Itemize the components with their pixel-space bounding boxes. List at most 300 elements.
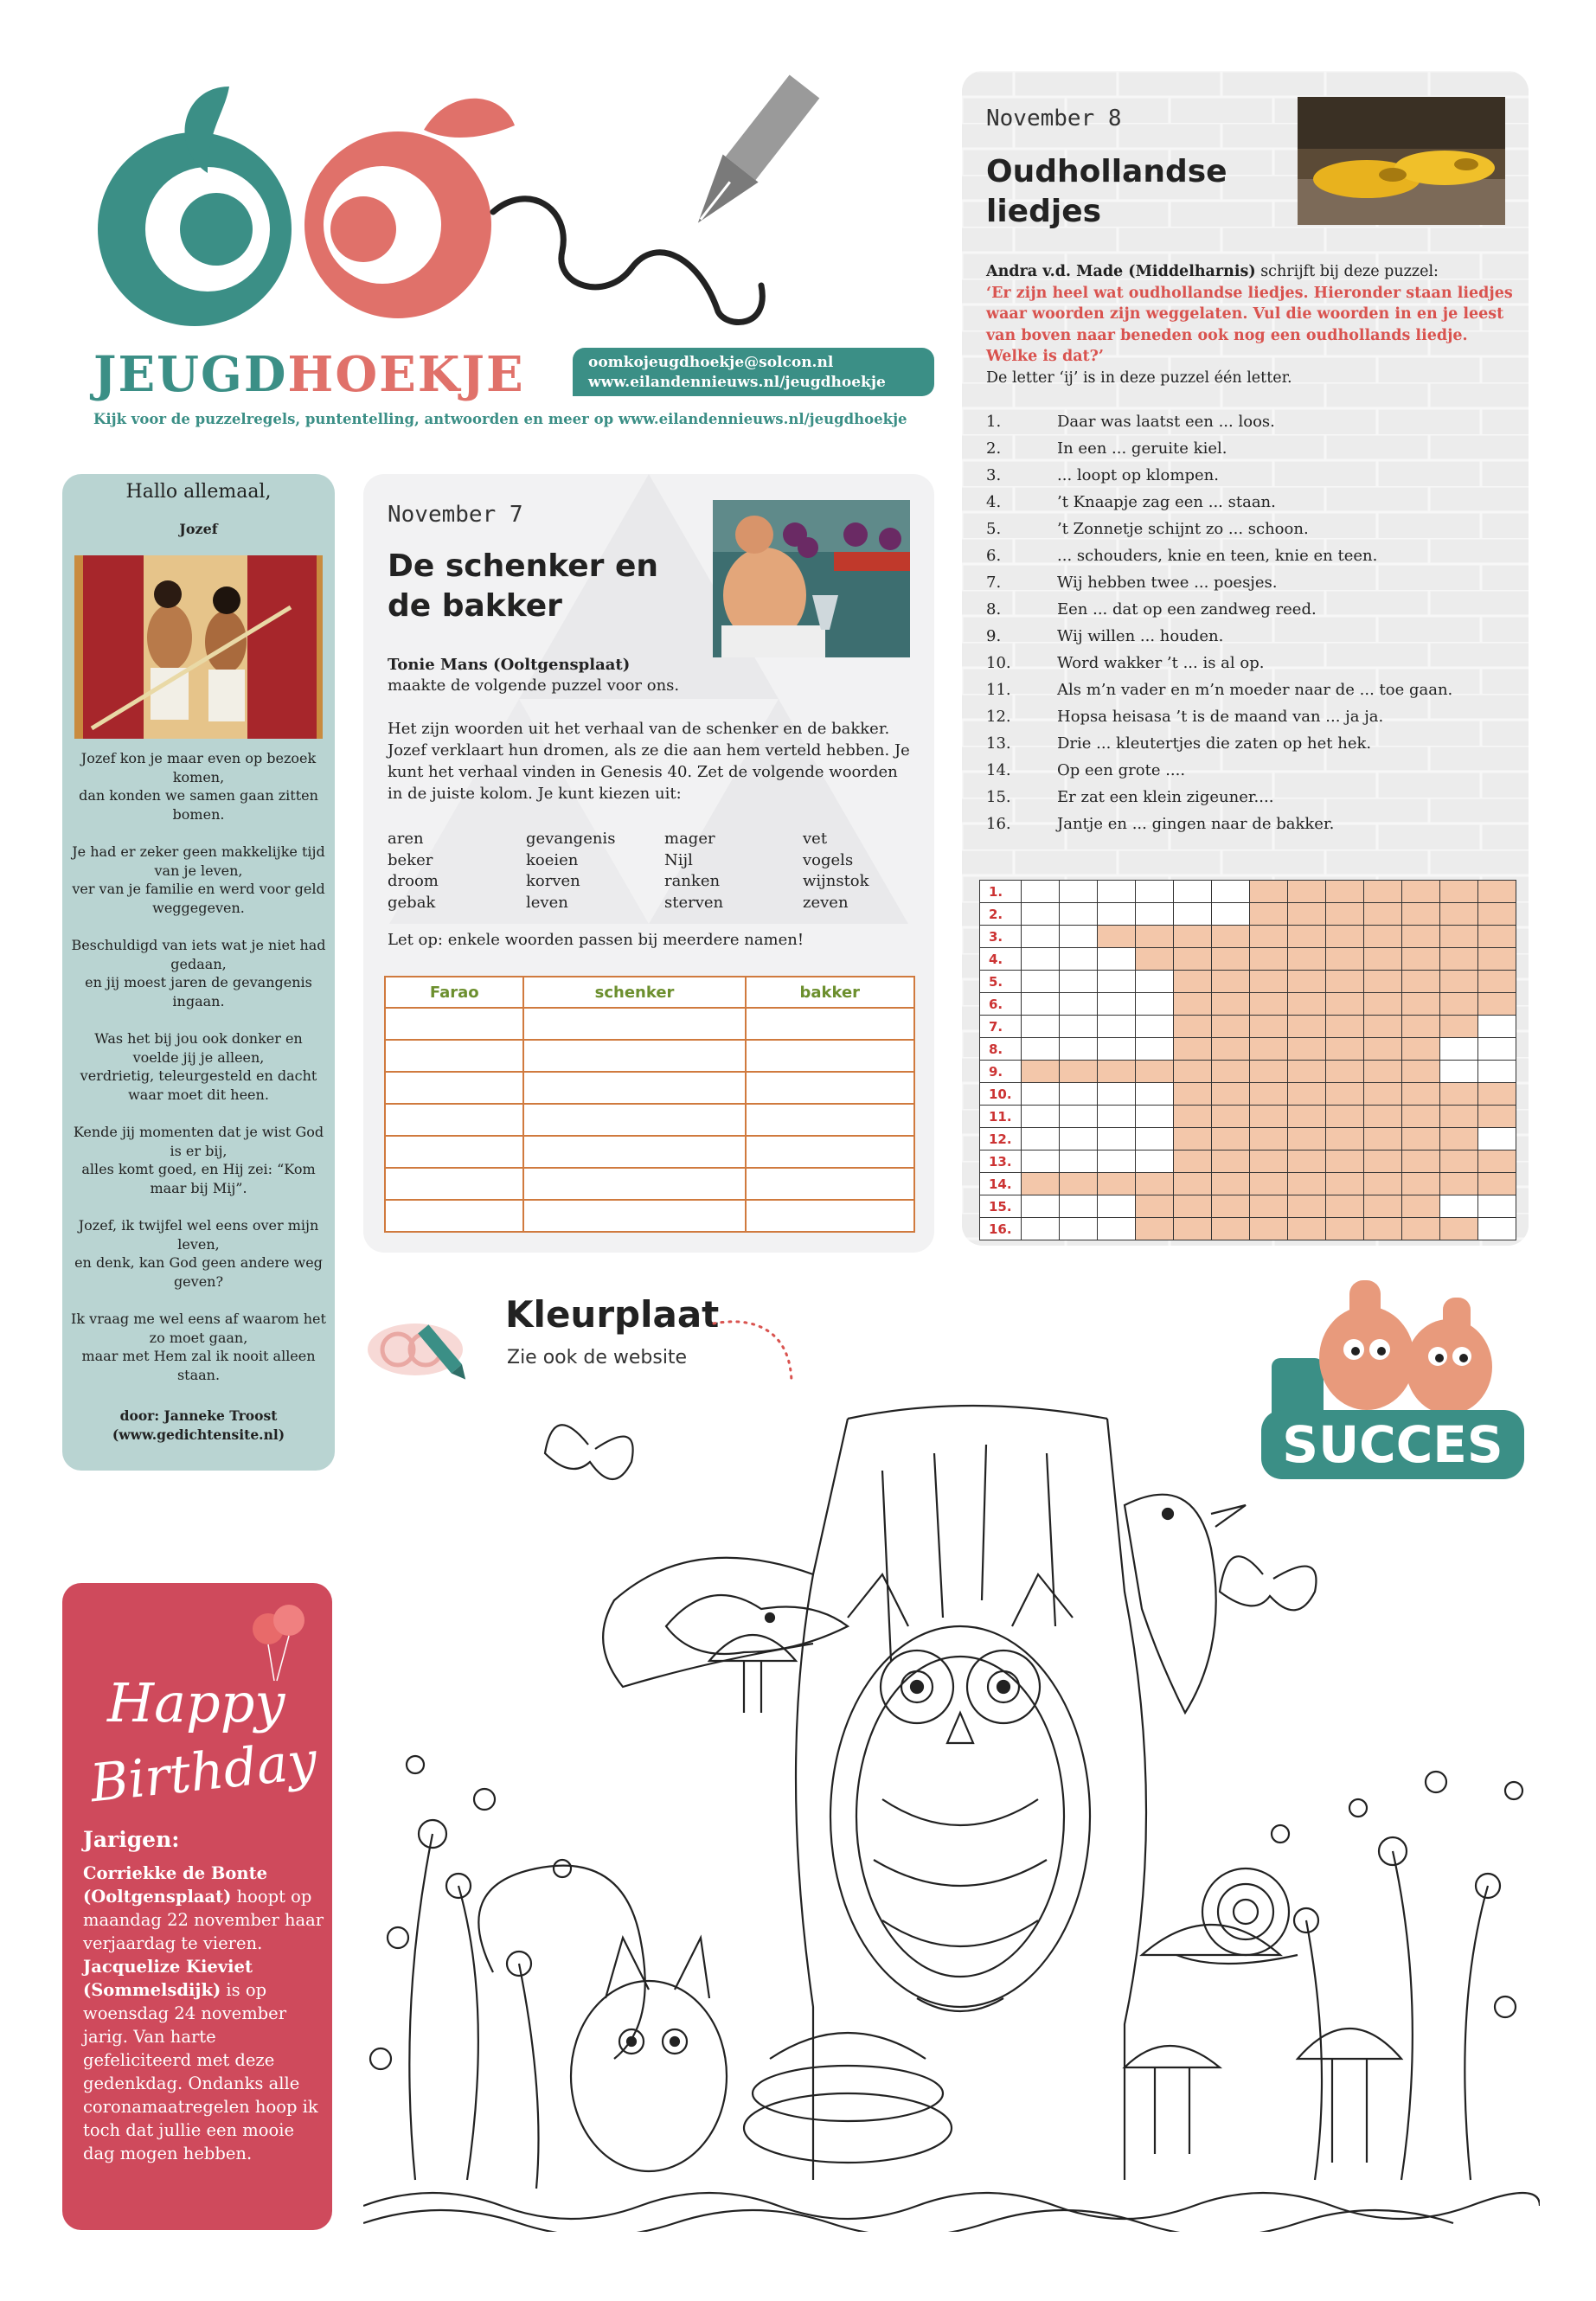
grid-cell[interactable] xyxy=(1440,993,1478,1016)
grid-row-number: 13. xyxy=(980,1150,1022,1173)
grid-cell[interactable] xyxy=(1250,1038,1288,1061)
grid-cell[interactable] xyxy=(1098,1106,1136,1128)
grid-cell[interactable] xyxy=(1250,1173,1288,1195)
answer-cell[interactable] xyxy=(523,1104,745,1136)
grid-cell[interactable] xyxy=(1364,1016,1402,1038)
grid-cell[interactable] xyxy=(1478,1038,1516,1061)
clue-number: 2. xyxy=(986,439,1002,458)
grid-cell[interactable] xyxy=(1326,903,1364,926)
word-item: sterven xyxy=(664,893,724,912)
grid-cell[interactable] xyxy=(1022,1083,1060,1106)
answer-cell[interactable] xyxy=(746,1104,914,1136)
grid-cell[interactable] xyxy=(1136,926,1174,948)
grid-cell[interactable] xyxy=(1136,881,1174,903)
grid-cell[interactable] xyxy=(1174,948,1212,971)
kleurplaat-title: Kleurplaat xyxy=(505,1293,720,1336)
grid-cell[interactable] xyxy=(1402,948,1440,971)
grid-cell[interactable] xyxy=(1060,1061,1098,1083)
grid-row xyxy=(980,1173,1516,1195)
grid-cell[interactable] xyxy=(1060,1150,1098,1173)
grid-cell[interactable] xyxy=(1136,1218,1174,1240)
grid-cell[interactable] xyxy=(1364,1038,1402,1061)
grid-cell[interactable] xyxy=(1288,881,1326,903)
grid-cell[interactable] xyxy=(1212,1218,1250,1240)
grid-cell[interactable] xyxy=(1478,1106,1516,1128)
grid-cell[interactable] xyxy=(1402,1038,1440,1061)
grid-cell[interactable] xyxy=(1212,1061,1250,1083)
grid-cell[interactable] xyxy=(1440,1128,1478,1150)
grid-cell[interactable] xyxy=(1174,971,1212,993)
grid-cell[interactable] xyxy=(1478,993,1516,1016)
birthday-text: Birthday xyxy=(87,1730,320,1815)
answer-cell[interactable] xyxy=(746,1008,914,1040)
grid-cell[interactable] xyxy=(1174,1083,1212,1106)
grid-cell[interactable] xyxy=(1022,881,1060,903)
grid-cell[interactable] xyxy=(1060,1218,1098,1240)
answer-cell[interactable] xyxy=(746,1072,914,1104)
grid-cell[interactable] xyxy=(1060,1173,1098,1195)
grid-cell[interactable] xyxy=(1402,881,1440,903)
grid-cell[interactable] xyxy=(1250,948,1288,971)
grid-cell[interactable] xyxy=(1478,1195,1516,1218)
birthday-text-block xyxy=(83,1862,325,2165)
grid-cell[interactable] xyxy=(1060,1195,1098,1218)
answer-cell[interactable] xyxy=(523,1040,745,1072)
grid-cell[interactable] xyxy=(1060,1128,1098,1150)
answer-row xyxy=(385,1072,914,1104)
grid-cell[interactable] xyxy=(1288,993,1326,1016)
answer-row xyxy=(385,1136,914,1168)
grid-row xyxy=(980,926,1516,948)
clue-list xyxy=(986,408,1514,837)
grid-cell[interactable] xyxy=(1478,948,1516,971)
grid-cell[interactable] xyxy=(1174,1061,1212,1083)
grid-cell[interactable] xyxy=(1402,1173,1440,1195)
puzzle-instruction: ‘Er zijn heel wat oudhollandse liedjes. Hieronder staan liedjes waar woorden zijn weggelaten. Vul die woorden in en je leest van boven naar beneden ook nog een oudhollands liedje. Welke is dat?’ xyxy=(986,284,1513,365)
answer-cell[interactable] xyxy=(746,1136,914,1168)
wooden-shoes-photo-icon xyxy=(1298,97,1505,225)
grid-cell[interactable] xyxy=(1288,1038,1326,1061)
word-item: mager xyxy=(664,830,715,848)
grid-cell[interactable] xyxy=(1174,1038,1212,1061)
grid-cell[interactable] xyxy=(1402,1083,1440,1106)
grid-cell[interactable] xyxy=(1022,1218,1060,1240)
grid-cell[interactable] xyxy=(1326,1083,1364,1106)
grid-cell[interactable] xyxy=(1212,881,1250,903)
puzzle-author: Andra v.d. Made (Middelharnis) xyxy=(986,263,1256,280)
grid-cell[interactable] xyxy=(1440,948,1478,971)
grid-cell[interactable] xyxy=(1136,1128,1174,1150)
grid-cell[interactable] xyxy=(1440,903,1478,926)
grid-cell[interactable] xyxy=(1440,926,1478,948)
grid-cell[interactable] xyxy=(1060,903,1098,926)
grid-cell[interactable] xyxy=(1440,1173,1478,1195)
grid-cell[interactable] xyxy=(1174,1173,1212,1195)
grid-cell[interactable] xyxy=(1364,1150,1402,1173)
answer-cell[interactable] xyxy=(523,1008,745,1040)
grid-cell[interactable] xyxy=(1402,1218,1440,1240)
grid-cell[interactable] xyxy=(1022,1106,1060,1128)
clue-text: Drie ... kleutertjes die zaten op het hek. xyxy=(1057,734,1372,753)
grid-cell[interactable] xyxy=(1212,971,1250,993)
answer-cell[interactable] xyxy=(385,1008,523,1040)
grid-cell[interactable] xyxy=(1440,1083,1478,1106)
grid-cell[interactable] xyxy=(1022,1016,1060,1038)
grid-cell[interactable] xyxy=(1136,1150,1174,1173)
grid-row-number: 12. xyxy=(980,1128,1022,1150)
grid-cell[interactable] xyxy=(1440,1016,1478,1038)
grid-cell[interactable] xyxy=(1250,881,1288,903)
grid-cell[interactable] xyxy=(1364,1195,1402,1218)
grid-cell[interactable] xyxy=(1174,1128,1212,1150)
answer-cell[interactable] xyxy=(385,1168,523,1200)
grid-cell[interactable] xyxy=(1288,971,1326,993)
grid-cell[interactable] xyxy=(1022,1173,1060,1195)
answer-cell[interactable] xyxy=(385,1136,523,1168)
clue-item xyxy=(986,757,1514,784)
grid-cell[interactable] xyxy=(1364,1061,1402,1083)
clue-item xyxy=(986,408,1514,435)
grid-cell[interactable] xyxy=(1136,1038,1174,1061)
answer-cell[interactable] xyxy=(385,1072,523,1104)
clue-text: In een ... geruite kiel. xyxy=(1057,439,1227,458)
grid-row-number: 1. xyxy=(980,881,1022,903)
grid-cell[interactable] xyxy=(1174,1218,1212,1240)
grid-cell[interactable] xyxy=(1212,903,1250,926)
grid-row-number: 4. xyxy=(980,948,1022,971)
puzzle-intro xyxy=(986,261,1514,388)
grid-cell[interactable] xyxy=(1288,1218,1326,1240)
grid-cell[interactable] xyxy=(1478,1128,1516,1150)
grid-row-number: 9. xyxy=(980,1061,1022,1083)
grid-cell[interactable] xyxy=(1326,926,1364,948)
puzzle-note: Let op: enkele woorden passen bij meerdere namen! xyxy=(388,931,804,949)
grid-cell[interactable] xyxy=(1060,1038,1098,1061)
answer-cell[interactable] xyxy=(523,1072,745,1104)
grid-cell[interactable] xyxy=(1098,1128,1136,1150)
clue-item xyxy=(986,462,1514,489)
grid-cell[interactable] xyxy=(1060,1016,1098,1038)
answer-cell[interactable] xyxy=(523,1136,745,1168)
grid-cell[interactable] xyxy=(1326,993,1364,1016)
grid-cell[interactable] xyxy=(1364,971,1402,993)
grid-cell[interactable] xyxy=(1364,1128,1402,1150)
grid-row xyxy=(980,881,1516,903)
grid-cell[interactable] xyxy=(1478,1218,1516,1240)
grid-cell[interactable] xyxy=(1326,1218,1364,1240)
grid-cell[interactable] xyxy=(1136,1173,1174,1195)
grid-cell[interactable] xyxy=(1098,1016,1136,1038)
grid-cell[interactable] xyxy=(1402,1128,1440,1150)
clue-text: Er zat een klein zigeuner.... xyxy=(1057,788,1274,806)
grid-cell[interactable] xyxy=(1174,1150,1212,1173)
grid-cell[interactable] xyxy=(1098,881,1136,903)
grid-cell[interactable] xyxy=(1402,1195,1440,1218)
grid-cell[interactable] xyxy=(1288,948,1326,971)
grid-cell[interactable] xyxy=(1174,1016,1212,1038)
grid-row xyxy=(980,1218,1516,1240)
grid-cell[interactable] xyxy=(1250,903,1288,926)
clue-item xyxy=(986,542,1514,569)
grid-cell[interactable] xyxy=(1250,1016,1288,1038)
grid-cell[interactable] xyxy=(1136,1195,1174,1218)
grid-cell[interactable] xyxy=(1478,903,1516,926)
grid-cell[interactable] xyxy=(1288,1173,1326,1195)
grid-cell[interactable] xyxy=(1250,1083,1288,1106)
grid-cell[interactable] xyxy=(1022,1061,1060,1083)
puzzle-note: De letter ‘ij’ is in deze puzzel één letter. xyxy=(986,369,1292,387)
grid-cell[interactable] xyxy=(1022,926,1060,948)
grid-cell[interactable] xyxy=(1022,1195,1060,1218)
grid-cell[interactable] xyxy=(1440,1218,1478,1240)
grid-cell[interactable] xyxy=(1478,1061,1516,1083)
grid-cell[interactable] xyxy=(1364,903,1402,926)
grid-cell[interactable] xyxy=(1326,1016,1364,1038)
grid-cell[interactable] xyxy=(1440,1106,1478,1128)
clue-item xyxy=(986,435,1514,462)
answer-row xyxy=(385,1168,914,1200)
grid-cell[interactable] xyxy=(1022,993,1060,1016)
grid-cell[interactable] xyxy=(1174,1195,1212,1218)
grid-cell[interactable] xyxy=(1288,903,1326,926)
poem-greeting: Hallo allemaal, xyxy=(125,481,272,503)
grid-cell[interactable] xyxy=(1022,1038,1060,1061)
answer-cell[interactable] xyxy=(746,1040,914,1072)
grid-cell[interactable] xyxy=(1288,926,1326,948)
grid-cell[interactable] xyxy=(1136,1061,1174,1083)
answer-cell[interactable] xyxy=(746,1168,914,1200)
grid-cell[interactable] xyxy=(1402,971,1440,993)
clue-number: 8. xyxy=(986,600,1002,619)
grid-cell[interactable] xyxy=(1478,926,1516,948)
grid-cell[interactable] xyxy=(1364,1173,1402,1195)
grid-cell[interactable] xyxy=(1288,1195,1326,1218)
clue-number: 15. xyxy=(986,788,1011,806)
crossword-grid xyxy=(979,880,1516,1240)
grid-cell[interactable] xyxy=(1440,1038,1478,1061)
schenker-illustration-icon xyxy=(713,500,910,657)
word-item: gebak xyxy=(388,893,436,912)
grid-cell[interactable] xyxy=(1364,993,1402,1016)
grid-cell[interactable] xyxy=(1440,881,1478,903)
grid-cell[interactable] xyxy=(1288,1016,1326,1038)
grid-cell[interactable] xyxy=(1364,1218,1402,1240)
grid-cell[interactable] xyxy=(1364,881,1402,903)
grid-cell[interactable] xyxy=(1212,948,1250,971)
grid-cell[interactable] xyxy=(1250,993,1288,1016)
grid-cell[interactable] xyxy=(1136,948,1174,971)
dotted-arrow-icon xyxy=(709,1311,804,1388)
grid-cell[interactable] xyxy=(1402,1106,1440,1128)
grid-cell[interactable] xyxy=(1212,1106,1250,1128)
brand-part2: HOEKJE xyxy=(287,346,525,403)
answer-cell[interactable] xyxy=(385,1104,523,1136)
grid-cell[interactable] xyxy=(1098,1150,1136,1173)
answer-cell[interactable] xyxy=(385,1040,523,1072)
grid-cell[interactable] xyxy=(1212,1038,1250,1061)
grid-cell[interactable] xyxy=(1022,971,1060,993)
poem-stanza: Beschuldigd van iets wat je niet had gedaan, en jij moest jaren de gevangenis ingaan. xyxy=(71,937,326,1009)
grid-cell[interactable] xyxy=(1060,881,1098,903)
grid-cell[interactable] xyxy=(1250,1128,1288,1150)
grid-cell[interactable] xyxy=(1098,1218,1136,1240)
grid-cell[interactable] xyxy=(1250,1106,1288,1128)
grid-cell[interactable] xyxy=(1136,993,1174,1016)
clue-text: Op een grote .... xyxy=(1057,761,1186,779)
grid-cell[interactable] xyxy=(1136,1016,1174,1038)
grid-cell[interactable] xyxy=(1098,1083,1136,1106)
grid-cell[interactable] xyxy=(1098,1173,1136,1195)
grid-cell[interactable] xyxy=(1022,1128,1060,1150)
grid-cell[interactable] xyxy=(1212,1150,1250,1173)
happy-text: Happy xyxy=(107,1671,285,1734)
grid-cell[interactable] xyxy=(1326,1038,1364,1061)
grid-row xyxy=(980,1128,1516,1150)
grid-cell[interactable] xyxy=(1212,993,1250,1016)
grid-cell[interactable] xyxy=(1402,1016,1440,1038)
grid-cell[interactable] xyxy=(1402,1061,1440,1083)
birthday-message-2: is op woensdag 24 november jarig. Van harte gefeliciteerd met deze gedenkdag. Ondanks alle coronamaatregelen hoop ik toch dat jullie een mooie dag mogen hebben. xyxy=(83,1980,318,2163)
grid-cell[interactable] xyxy=(1098,903,1136,926)
grid-cell[interactable] xyxy=(1402,903,1440,926)
grid-row xyxy=(980,1016,1516,1038)
grid-cell[interactable] xyxy=(1212,1016,1250,1038)
puzzle-body: Het zijn woorden uit het verhaal van de schenker en de bakker. Jozef verklaart hun dromen, als ze die aan hem verteld hebben. Je kunt het verhaal vinden in Genesis 40. Zet de volgende woorden in de juiste kolom. Je kunt kiezen uit: xyxy=(388,720,910,803)
grid-cell[interactable] xyxy=(1288,1128,1326,1150)
clue-number: 7. xyxy=(986,574,1002,592)
grid-cell[interactable] xyxy=(1212,926,1250,948)
header-tagline: Kijk voor de puzzelregels, puntentelling, antwoorden en meer op www.eilandennieuws.nl/jeugdhoekje xyxy=(93,411,907,427)
grid-cell[interactable] xyxy=(1326,1061,1364,1083)
grid-cell[interactable] xyxy=(1174,993,1212,1016)
grid-cell[interactable] xyxy=(1060,948,1098,971)
grid-cell[interactable] xyxy=(1136,1083,1174,1106)
grid-cell[interactable] xyxy=(1326,1195,1364,1218)
grid-cell[interactable] xyxy=(1022,903,1060,926)
grid-cell[interactable] xyxy=(1364,1083,1402,1106)
grid-cell[interactable] xyxy=(1212,1128,1250,1150)
clue-number: 6. xyxy=(986,547,1002,565)
grid-cell[interactable] xyxy=(1250,1195,1288,1218)
grid-cell[interactable] xyxy=(1098,1038,1136,1061)
grid-cell[interactable] xyxy=(1440,1061,1478,1083)
grid-cell[interactable] xyxy=(1478,1173,1516,1195)
puzzle-intro: maakte de volgende puzzel voor ons. xyxy=(388,676,680,695)
grid-cell[interactable] xyxy=(1098,993,1136,1016)
clue-text: Wij willen ... houden. xyxy=(1057,627,1224,645)
grid-row xyxy=(980,1083,1516,1106)
grid-cell[interactable] xyxy=(1022,1150,1060,1173)
grid-row-number: 3. xyxy=(980,926,1022,948)
answer-cell[interactable] xyxy=(385,1200,523,1232)
grid-cell[interactable] xyxy=(1250,1218,1288,1240)
grid-cell[interactable] xyxy=(1326,948,1364,971)
grid-row xyxy=(980,1106,1516,1128)
grid-cell[interactable] xyxy=(1250,1061,1288,1083)
grid-cell[interactable] xyxy=(1136,1106,1174,1128)
grid-cell[interactable] xyxy=(1402,926,1440,948)
clue-item xyxy=(986,650,1514,676)
grid-cell[interactable] xyxy=(1174,881,1212,903)
answer-cell[interactable] xyxy=(746,1200,914,1232)
grid-cell[interactable] xyxy=(1098,1195,1136,1218)
column-bakker: bakker xyxy=(746,977,914,1008)
grid-cell[interactable] xyxy=(1364,926,1402,948)
word-list xyxy=(388,829,907,913)
grid-cell[interactable] xyxy=(1250,971,1288,993)
grid-cell[interactable] xyxy=(1326,1173,1364,1195)
grid-cell[interactable] xyxy=(1060,993,1098,1016)
grid-cell[interactable] xyxy=(1288,1061,1326,1083)
grid-cell[interactable] xyxy=(1478,1016,1516,1038)
grid-cell[interactable] xyxy=(1098,948,1136,971)
clue-item xyxy=(986,676,1514,703)
grid-cell[interactable] xyxy=(1174,926,1212,948)
grid-cell[interactable] xyxy=(1402,993,1440,1016)
grid-cell[interactable] xyxy=(1326,1150,1364,1173)
grid-cell[interactable] xyxy=(1288,1083,1326,1106)
grid-cell[interactable] xyxy=(1326,1128,1364,1150)
clue-text: Als m’n vader en m’n moeder naar de ... toe gaan. xyxy=(1057,681,1453,699)
grid-cell[interactable] xyxy=(1288,1106,1326,1128)
grid-cell[interactable] xyxy=(1022,948,1060,971)
grid-row xyxy=(980,993,1516,1016)
grid-cell[interactable] xyxy=(1212,1195,1250,1218)
grid-cell[interactable] xyxy=(1098,971,1136,993)
grid-cell[interactable] xyxy=(1364,1106,1402,1128)
grid-cell[interactable] xyxy=(1364,948,1402,971)
grid-cell[interactable] xyxy=(1326,881,1364,903)
grid-cell[interactable] xyxy=(1326,971,1364,993)
grid-cell[interactable] xyxy=(1060,926,1098,948)
grid-row-number: 10. xyxy=(980,1083,1022,1106)
grid-cell[interactable] xyxy=(1440,1195,1478,1218)
grid-cell[interactable] xyxy=(1212,1083,1250,1106)
grid-cell[interactable] xyxy=(1212,1173,1250,1195)
website-link[interactable]: www.eilandennieuws.nl/jeugdhoekje xyxy=(588,374,886,391)
grid-cell[interactable] xyxy=(1288,1150,1326,1173)
grid-cell[interactable] xyxy=(1402,1150,1440,1173)
grid-cell[interactable] xyxy=(1174,1106,1212,1128)
grid-cell[interactable] xyxy=(1326,1106,1364,1128)
grid-cell[interactable] xyxy=(1098,926,1136,948)
puzzle-oudhollandse-liedjes xyxy=(962,71,1529,1246)
grid-cell[interactable] xyxy=(1440,1150,1478,1173)
grid-cell[interactable] xyxy=(1174,903,1212,926)
clue-text: ’t Knaapje zag een ... staan. xyxy=(1057,493,1276,511)
poem-stanza: Je had er zeker geen makkelijke tijd van je leven, ver van je familie en werd voor geld weggegeven. xyxy=(72,843,325,916)
answer-cell[interactable] xyxy=(523,1168,745,1200)
grid-cell[interactable] xyxy=(1250,926,1288,948)
grid-cell[interactable] xyxy=(1478,1150,1516,1173)
grid-cell[interactable] xyxy=(1478,971,1516,993)
grid-cell[interactable] xyxy=(1478,1083,1516,1106)
grid-cell[interactable] xyxy=(1136,903,1174,926)
grid-cell[interactable] xyxy=(1250,1150,1288,1173)
grid-cell[interactable] xyxy=(1478,881,1516,903)
grid-row-number: 11. xyxy=(980,1106,1022,1128)
email-link[interactable]: oomkojeugdhoekje@solcon.nl xyxy=(588,354,834,371)
grid-cell[interactable] xyxy=(1440,971,1478,993)
grid-cell[interactable] xyxy=(1098,1061,1136,1083)
clue-text: ... loopt op klompen. xyxy=(1057,466,1219,484)
answer-cell[interactable] xyxy=(523,1200,745,1232)
grid-cell[interactable] xyxy=(1060,971,1098,993)
grid-cell[interactable] xyxy=(1060,1083,1098,1106)
grid-row-number: 6. xyxy=(980,993,1022,1016)
grid-cell[interactable] xyxy=(1060,1106,1098,1128)
grid-cell[interactable] xyxy=(1136,971,1174,993)
